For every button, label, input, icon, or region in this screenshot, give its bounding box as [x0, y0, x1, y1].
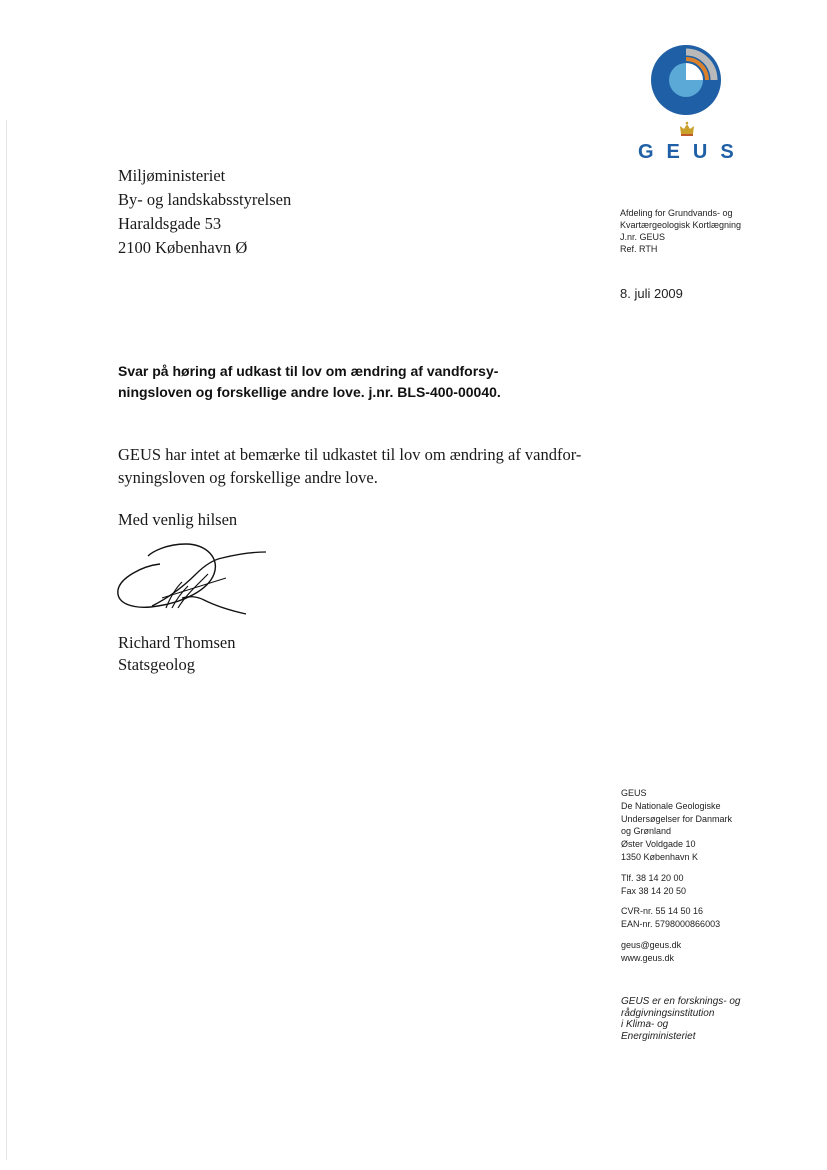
- footer-ean: EAN-nr. 5798000866003: [621, 919, 721, 930]
- footer-address-line: De Nationale Geologiske: [621, 800, 721, 811]
- reference-line: J.nr. GEUS: [620, 232, 666, 242]
- footer-address-line: og Grønland: [621, 826, 672, 837]
- recipient-line: By- og landskabsstyrelsen: [118, 190, 292, 209]
- signer-name: Richard Thomsen: [118, 633, 236, 652]
- subject-line: ningsloven og forskellige andre love. j.nr. BLS-400-00040.: [118, 384, 501, 400]
- footer-cvr: CVR-nr. 55 14 50 16: [621, 906, 704, 917]
- letter-subject: [118, 361, 501, 403]
- body-line: syningsloven og forskellige andre love.: [118, 468, 378, 487]
- page-margin-line: [6, 120, 7, 1160]
- tagline-line: Energiministeriet: [621, 1030, 696, 1042]
- footer-phone: Tlf. 38 14 20 00: [621, 872, 684, 883]
- reference-line: Kvartærgeologisk Kortlægning: [620, 220, 742, 230]
- reference-line: Afdeling for Grundvands- og: [620, 208, 733, 218]
- signer-title: Statsgeolog: [118, 655, 195, 674]
- footer-address-line: 1350 København K: [621, 851, 699, 862]
- footer-tagline: [621, 996, 741, 1042]
- geus-logo-icon: [650, 44, 722, 116]
- crown-icon: [678, 120, 696, 138]
- recipient-line: Haraldsgade 53: [118, 214, 222, 233]
- subject-line: Svar på høring af udkast til lov om ændring af vandforsy-: [118, 363, 499, 379]
- letter-date: 8. juli 2009: [620, 286, 683, 301]
- geus-wordmark: GEUS: [638, 141, 747, 163]
- footer-address-line: GEUS: [621, 788, 647, 798]
- footer-address-line: Undersøgelser for Danmark: [621, 813, 733, 824]
- handwritten-signature: [112, 538, 272, 620]
- tagline-line: rådgivningsinstitution: [621, 1007, 715, 1019]
- body-line: GEUS har intet at bemærke til udkastet til lov om ændring af vandfor-: [118, 445, 582, 464]
- reference-block: [620, 207, 741, 255]
- footer-contact: [621, 787, 732, 965]
- signer-block: [118, 632, 235, 676]
- tagline-line: GEUS er en forsknings- og: [621, 996, 741, 1007]
- footer-email: geus@geus.dk: [621, 939, 682, 950]
- footer-address-line: Øster Voldgade 10: [621, 839, 696, 850]
- footer-website: www.geus.dk: [621, 952, 675, 963]
- recipient-line: Miljøministeriet: [118, 166, 226, 185]
- closing-greeting: Med venlig hilsen: [118, 510, 238, 529]
- letter-body: [118, 443, 581, 489]
- footer-fax: Fax 38 14 20 50: [621, 885, 687, 896]
- reference-line: Ref. RTH: [620, 244, 658, 254]
- recipient-line: 2100 København Ø: [118, 238, 248, 257]
- tagline-line: i Klima- og: [621, 1019, 669, 1030]
- recipient-address: [118, 164, 291, 260]
